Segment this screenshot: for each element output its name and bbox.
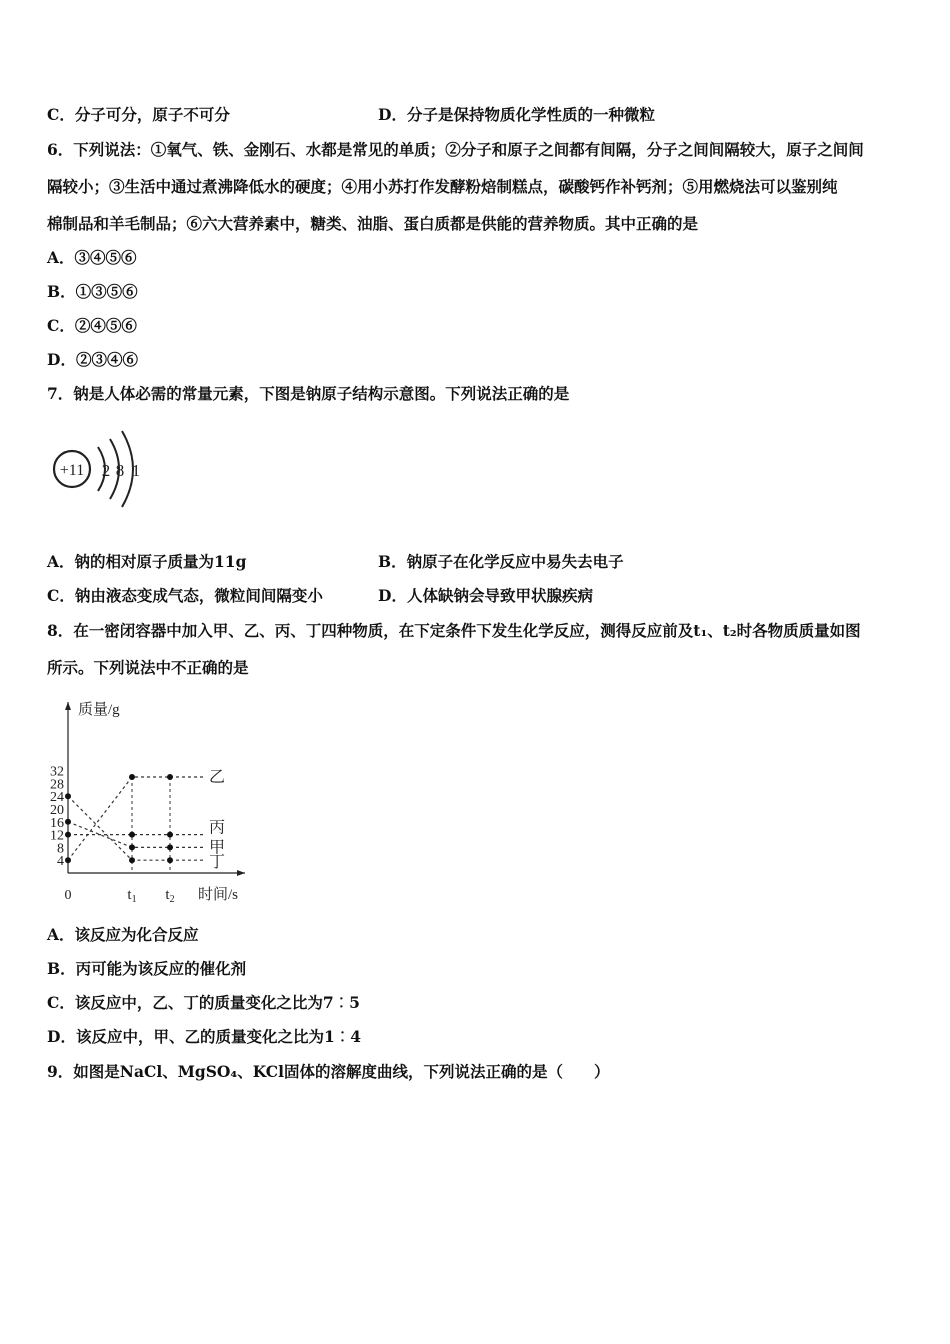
series-point-1-0 xyxy=(65,832,71,838)
q6-option-c: C．②④⑤⑥ xyxy=(47,316,137,335)
series-point-2-0 xyxy=(65,819,71,825)
series-name-label-0: 乙 xyxy=(209,769,226,786)
y-axis-arrow xyxy=(65,702,71,710)
q7-option-c: C．钠由液态变成气态，微粒间间隔变小 xyxy=(47,586,323,605)
origin-label: 0 xyxy=(64,888,72,903)
shell-electrons-2: 8 xyxy=(115,461,125,480)
y-tick-label-32: 32 xyxy=(50,764,64,780)
y-tick-label-12: 12 xyxy=(50,828,64,844)
y-axis-label: 质量/g xyxy=(78,702,120,718)
q9-stem: 9．如图是NaCl、MgSO₄、KCl固体的溶解度曲线，下列说法正确的是（ ） xyxy=(47,1062,610,1081)
series-point-2-1 xyxy=(129,844,135,850)
q7-option-d: D．人体缺钠会导致甲状腺疾病 xyxy=(378,586,593,605)
x-axis-label: 时间/s xyxy=(198,887,239,903)
series-name-label-2: 甲 xyxy=(209,839,226,857)
q6-option-b: B．①③⑤⑥ xyxy=(47,282,138,301)
y-tick-label-20: 20 xyxy=(50,803,64,818)
q8-option-a: A．该反应为化合反应 xyxy=(47,925,199,944)
series-point-0-0 xyxy=(65,857,71,863)
series-point-3-0 xyxy=(65,793,71,799)
series-line-3 xyxy=(68,796,170,860)
q7-option-a: A．钠的相对原子质量为11g xyxy=(47,552,247,571)
series-point-0-2 xyxy=(167,774,173,780)
q7-option-b: B．钠原子在化学反应中易失去电子 xyxy=(378,552,624,571)
q8-stem-line1: 8．在一密闭容器中加入甲、乙、丙、丁四种物质，在下定条件下发生化学反应，测得反应前及t₁、t₂时各物质质量如图 xyxy=(47,621,861,640)
q6-option-a: A．③④⑤⑥ xyxy=(47,248,137,267)
x-tick-label-t1: $t_1$ xyxy=(127,887,137,905)
x-axis-arrow xyxy=(237,870,245,876)
series-point-3-2 xyxy=(167,857,173,863)
q8-option-b: B．丙可能为该反应的催化剂 xyxy=(47,959,247,978)
y-tick-label-4: 4 xyxy=(57,854,64,870)
series-point-1-1 xyxy=(129,832,135,838)
x-tick-label-t2: $t_2$ xyxy=(165,887,175,905)
shell-electrons-1: 2 xyxy=(101,461,111,480)
shell-electrons-3: 1 xyxy=(131,461,141,480)
series-point-3-1 xyxy=(129,857,135,863)
series-name-label-1: 丙 xyxy=(209,819,226,837)
q8-option-c: C．该反应中，乙、丁的质量变化之比为7︰5 xyxy=(47,993,360,1012)
nucleus-charge: +11 xyxy=(59,462,85,479)
q8-stem-line2: 所示。下列说法中不正确的是 xyxy=(47,658,249,677)
sodium-atom-diagram xyxy=(48,425,148,515)
q6-stem-line3: 棉制品和羊毛制品；⑥六大营养素中，糖类、油脂、蛋白质都是供能的营养物质。其中正确的是 xyxy=(47,214,699,233)
q5-option-c: C．分子可分，原子不可分 xyxy=(47,105,230,124)
y-tick-label-16: 16 xyxy=(50,815,64,831)
q6-stem-line1: 6．下列说法：①氧气、铁、金刚石、水都是常见的单质；②分子和原子之间都有间隔，分子之间间隔较大，原子之间间 xyxy=(47,140,864,159)
series-point-2-2 xyxy=(167,844,173,850)
mass-time-chart xyxy=(40,690,260,910)
q5-option-d: D．分子是保持物质化学性质的一种微粒 xyxy=(378,105,655,124)
series-point-1-2 xyxy=(167,832,173,838)
q7-stem: 7．钠是人体必需的常量元素，下图是钠原子结构示意图。下列说法正确的是 xyxy=(47,384,570,403)
y-tick-label-28: 28 xyxy=(50,777,64,793)
series-name-label-3: 丁 xyxy=(209,854,226,872)
q8-option-d: D．该反应中，甲、乙的质量变化之比为1︰4 xyxy=(47,1027,362,1046)
series-point-0-1 xyxy=(129,774,135,780)
y-tick-label-8: 8 xyxy=(57,841,64,857)
q6-stem-line2: 隔较小；③生活中通过煮沸降低水的硬度；④用小苏打作发酵粉焙制糕点，碳酸钙作补钙剂；⑤用燃烧法可以鉴别纯 xyxy=(47,177,838,196)
y-tick-label-24: 24 xyxy=(50,790,64,806)
q6-option-d: D．②③④⑥ xyxy=(47,350,138,369)
